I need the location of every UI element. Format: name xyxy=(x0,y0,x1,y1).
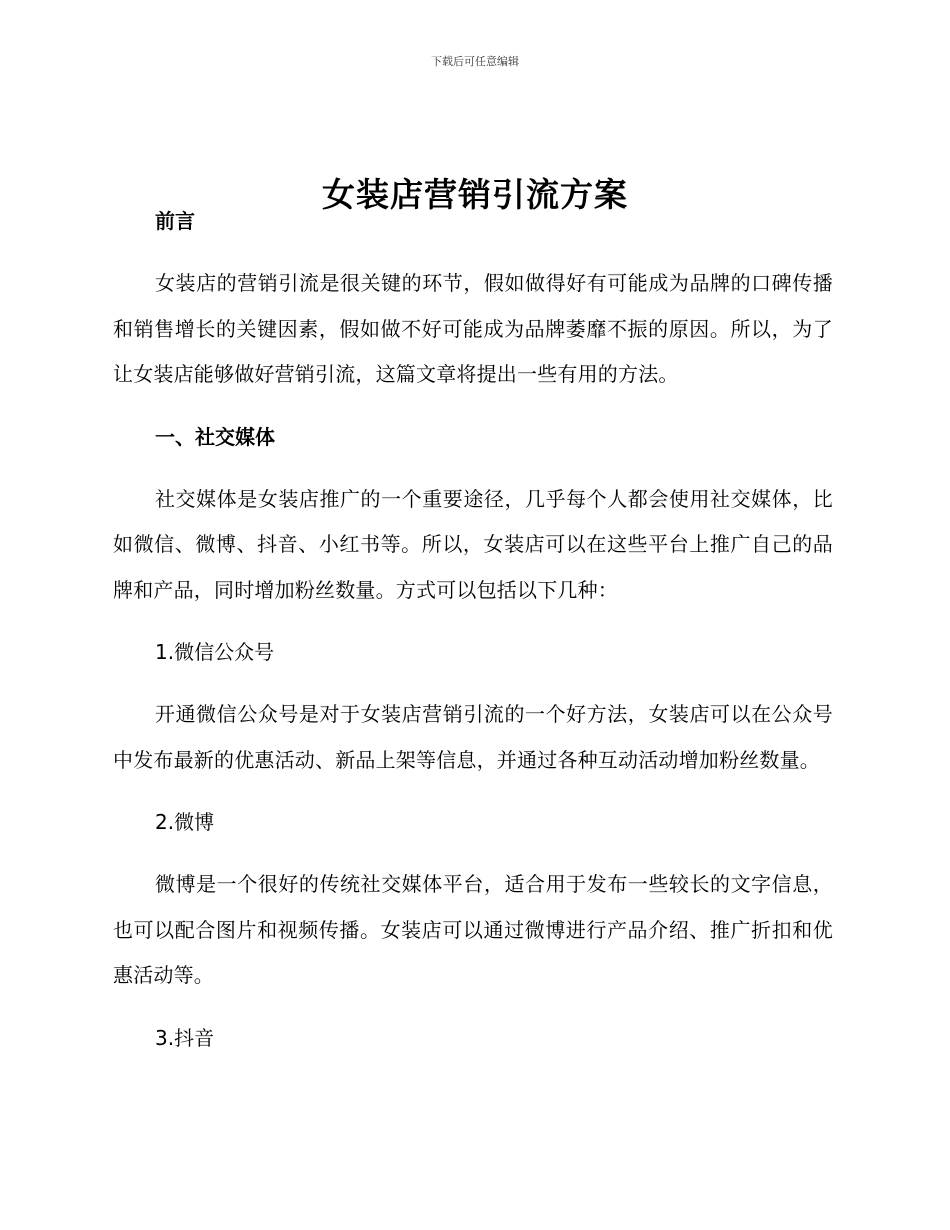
item-title-douyin: 3.抖音 xyxy=(155,1025,215,1050)
header-note: 下载后可任意编辑 xyxy=(431,55,519,68)
item-title-wechat: 1.微信公众号 xyxy=(155,640,275,664)
item-paragraph-weibo: 微博是一个很好的传统社交媒体平台，适合用于发布一些较长的文字信息，也可以配合图片和视频传播。女装店可以通过微博进行产品介绍、推广折扣和优惠活动等。 xyxy=(113,872,833,987)
preface-heading: 前言 xyxy=(155,209,195,233)
item-paragraph-wechat: 开通微信公众号是对于女装店营销引流的一个好方法，女装店可以在公众号中发布最新的优惠活动、新品上架等信息，并通过各种互动活动增加粉丝数量。 xyxy=(113,702,833,772)
section-paragraph-social-media: 社交媒体是女装店推广的一个重要途径，几乎每个人都会使用社交媒体，比如微信、微博、抖音、小红书等。所以，女装店可以在这些平台上推广自己的品牌和产品，同时增加粉丝数量。方式可以包括以下几种： xyxy=(113,486,833,602)
preface-paragraph: 女装店的营销引流是很关键的环节，假如做得好有可能成为品牌的口碑传播和销售增长的关键因素，假如做不好可能成为品牌萎靡不振的原因。所以，为了让女装店能够做好营销引流，这篇文章将提出一些有用的方法。 xyxy=(113,271,833,386)
document-title: 女装店营销引流方案 xyxy=(322,175,628,215)
section-heading-social-media: 一、社交媒体 xyxy=(155,424,275,449)
document-body xyxy=(113,202,833,1057)
item-title-weibo: 2.微博 xyxy=(155,810,215,834)
